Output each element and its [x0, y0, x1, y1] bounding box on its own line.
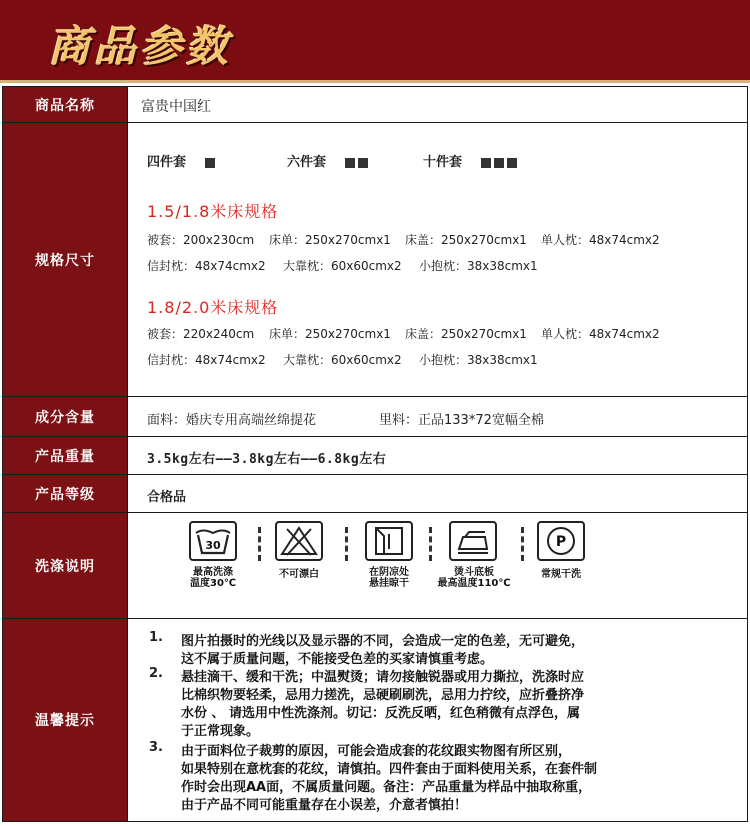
set-six — [287, 151, 368, 170]
content-tips — [127, 619, 747, 821]
shade-dry-icon — [365, 521, 413, 561]
set-six-square-2 — [358, 158, 368, 168]
spec-item: 被套：220x240cm — [147, 327, 255, 341]
banner-title: 商品参数 — [48, 22, 233, 71]
tip-number-3: 3. — [149, 740, 163, 755]
set-four-label: 四件套 — [147, 155, 187, 170]
dry-svg — [369, 525, 409, 557]
caption-line: 在阴凉处 — [369, 567, 409, 578]
wash-separator — [429, 527, 432, 561]
caption-line: 常规干洗 — [541, 569, 581, 580]
spec-item: 信封枕：48x74cmx2 — [147, 259, 266, 273]
spec-heading-1: 1.5/1.8米床规格 — [147, 202, 279, 221]
tip-3-line-2: 如果特别在意枕套的花纹，请慎拍。四件套由于面料使用关系，在套件制 — [181, 762, 598, 777]
tip-number-1: 1. — [149, 630, 163, 645]
iron-svg — [453, 525, 493, 557]
spec-item: 床单：250x270cmx1 — [269, 327, 391, 341]
spec-item: 被套：200x230cm — [147, 233, 255, 247]
spec-item: 大靠枕：60x60cmx2 — [283, 353, 402, 367]
spec-item: 信封枕：48x74cmx2 — [147, 353, 266, 367]
iron-caption — [431, 567, 517, 589]
tip-number-2: 2. — [149, 666, 163, 681]
content-composition — [127, 397, 747, 436]
content-spec — [127, 123, 747, 396]
spec-line-2b — [147, 351, 538, 368]
caption-line: 最高洗涤 — [193, 567, 233, 578]
label-wash: 洗涤说明 — [3, 513, 128, 618]
spec-item: 床盖：250x270cmx1 — [405, 327, 527, 341]
composition-lining: 里料：正品133*72宽幅全棉 — [379, 413, 544, 428]
row-composition — [3, 397, 747, 437]
tip-1-line-2: 这不属于质量问题，不能接受色差的买家请慎重考虑。 — [181, 652, 494, 667]
product-name-value: 富贵中国红 — [141, 99, 211, 115]
dry-clean-symbol: P — [555, 534, 567, 550]
set-four-square-1 — [205, 158, 215, 168]
label-composition: 成分含量 — [3, 397, 128, 436]
caption-line: 不可漂白 — [279, 569, 319, 580]
composition-fabric: 面料：婚庆专用高端丝绵提花 — [147, 413, 317, 428]
caption-line: 最高温度110℃ — [437, 578, 511, 589]
wash-separator — [521, 527, 524, 561]
set-ten-square-2 — [494, 158, 504, 168]
row-grade — [3, 475, 747, 513]
set-ten-label: 十件套 — [423, 155, 463, 170]
dry-clean-caption — [523, 569, 599, 580]
row-wash — [3, 513, 747, 619]
shade-dry-caption — [351, 567, 427, 589]
spec-line-1a — [147, 231, 660, 248]
label-product-name: 商品名称 — [3, 87, 128, 122]
label-weight: 产品重量 — [3, 437, 128, 474]
spec-item: 单人枕：48x74cmx2 — [541, 327, 660, 341]
wash-30-icon — [189, 521, 237, 561]
wash-temp-symbol: 30 — [205, 539, 221, 552]
no-bleach-caption — [261, 569, 337, 580]
label-spec: 规格尺寸 — [3, 123, 128, 396]
row-tips — [3, 619, 747, 821]
spec-line-2a — [147, 325, 660, 342]
content-wash — [127, 513, 747, 618]
spec-heading-2: 1.8/2.0米床规格 — [147, 298, 279, 317]
tip-2-line-2: 比棉织物要轻柔，忌用力搓洗，忌硬刷刷洗，忌用力拧绞，应折叠挤净 — [181, 688, 585, 703]
header-banner — [0, 0, 750, 83]
grade-value: 合格品 — [147, 490, 187, 505]
set-six-label: 六件套 — [287, 155, 327, 170]
spec-item: 单人枕：48x74cmx2 — [541, 233, 660, 247]
caption-line: 烫斗底板 — [454, 567, 494, 578]
tip-2-line-3: 水份 、 请选用中性洗涤剂。切记：反洗反晒，红色稍微有点浮色，属 — [181, 706, 581, 721]
tip-2-line-1: 悬挂滴干、缓和干洗；中温熨烫；请勿接触锐器或用力撕拉，洗涤时应 — [181, 670, 585, 685]
spec-item: 床单：250x270cmx1 — [269, 233, 391, 247]
spec-item: 大靠枕：60x60cmx2 — [283, 259, 402, 273]
spec-item: 小抱枕：38x38cmx1 — [419, 353, 538, 367]
dry-clean-svg — [541, 525, 581, 557]
label-grade: 产品等级 — [3, 475, 128, 512]
set-ten — [423, 151, 517, 170]
row-spec — [3, 123, 747, 397]
set-four — [147, 151, 215, 170]
tip-1-line-1: 图片拍摄时的光线以及显示器的不同，会造成一定的色差，无可避免， — [181, 634, 585, 649]
content-grade — [127, 475, 747, 512]
label-tips: 温馨提示 — [3, 619, 128, 821]
row-weight — [3, 437, 747, 475]
caption-line: 温度30℃ — [189, 578, 237, 589]
wash-separator — [258, 527, 261, 561]
dry-clean-icon — [537, 521, 585, 561]
set-ten-square-1 — [481, 158, 491, 168]
set-six-square-1 — [345, 158, 355, 168]
spec-line-1b — [147, 257, 538, 274]
spec-item: 小抱枕：38x38cmx1 — [419, 259, 538, 273]
caption-line: 悬挂晾干 — [369, 578, 409, 589]
wash-separator — [345, 527, 348, 561]
weight-value: 3.5kg左右——3.8kg左右——6.8kg左右 — [147, 452, 387, 467]
no-bleach-icon — [275, 521, 323, 561]
spec-item: 床盖：250x270cmx1 — [405, 233, 527, 247]
tip-3-line-3: 作时会出现AA面，不属质量问题。备注：产品重量为样品中抽取称重， — [181, 780, 592, 795]
content-product-name — [127, 87, 747, 122]
wash-tub-svg — [193, 525, 233, 557]
tip-3-line-4: 由于产品不同可能重量存在小误差，介意者慎拍！ — [181, 798, 468, 813]
set-ten-square-3 — [507, 158, 517, 168]
row-product-name — [3, 87, 747, 123]
triangle-svg — [279, 525, 319, 557]
wash-30-caption — [175, 567, 251, 589]
product-parameter-table — [2, 86, 748, 822]
content-weight — [127, 437, 747, 474]
tip-3-line-1: 由于面料位子裁剪的原因，可能会造成套的花纹跟实物图有所区别， — [181, 744, 572, 759]
tip-2-line-4: 于正常现象。 — [181, 724, 260, 739]
iron-icon — [449, 521, 497, 561]
